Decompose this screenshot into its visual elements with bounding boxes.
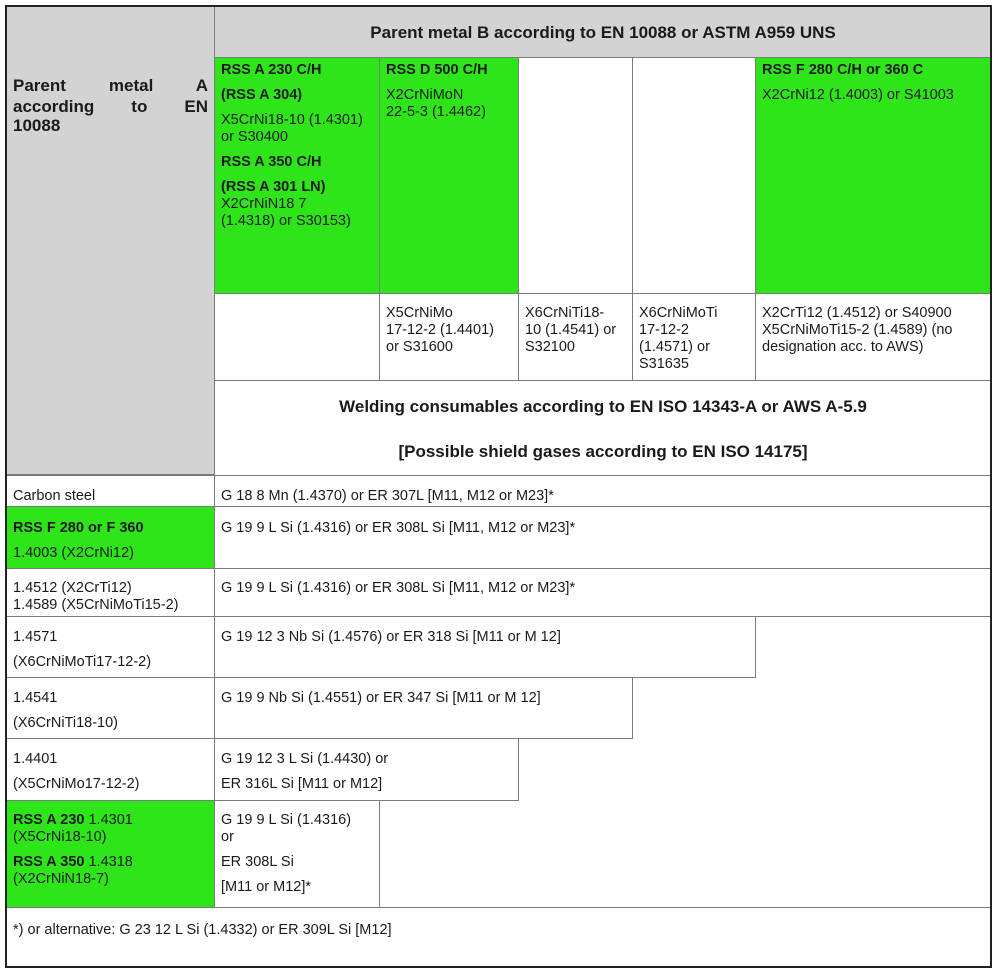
sub3-line3: S32100 [525,339,575,355]
sub5-line3: designation acc. to AWS) [762,339,924,355]
row5-parent-a-line1: 1.4541 [13,690,58,706]
row-14541-b [214,677,633,739]
footnote-text: *) or alternative: G 23 12 L Si (1.4332) or ER 309L Si [M12] [13,922,392,938]
row7-steel2-name: (X2CrNiN18-7) [13,871,109,887]
row-carbon-steel-a [6,475,215,507]
row-rss-a230-a [6,800,215,908]
sub4-line3: (1.4571) or [639,339,710,355]
row-14541-a [6,677,215,739]
row6-consumable-line1: G 19 12 3 L Si (1.4430) or [221,751,389,767]
sub2-line1: X5CrNiMo [386,305,453,321]
consumables-title: Welding consumables according to EN ISO 14343-A or AWS A-5.9 [339,397,867,416]
row7-consumable-line4: [M11 or M12]* [221,879,311,895]
parent-a-line1: Parent metal A [13,76,208,95]
col5-grade: RSS F 280 C/H or 360 C [762,62,924,78]
col5-header [755,57,992,294]
consumables-header [214,380,992,476]
row7-steel2: 1.4318 [84,854,133,870]
sub4-cell [632,293,756,381]
sub3-line2: 10 (1.4541) or [525,322,617,338]
col3-header [518,57,633,294]
row4-consumable: G 19 12 3 Nb Si (1.4576) or ER 318 Si [M11 or M 12] [221,629,561,645]
row-14571-a [6,616,215,678]
sub2-line3: or S31600 [386,339,453,355]
row2-parent-a-grade: RSS F 280 or F 360 [13,520,144,536]
row6-consumable-line2: ER 316L Si [M11 or M12] [221,776,383,792]
sub2-cell [379,293,519,381]
col1-header [214,57,380,294]
row3-parent-a-line1: 1.4512 (X2CrTi12) [13,580,132,596]
row-rss-f280-b [214,506,992,569]
footnote-row [6,907,992,968]
row6-parent-a-line2: (X5CrNiMo17-12-2) [13,776,140,792]
row6-parent-a-line1: 1.4401 [13,751,58,767]
row1-parent-a: Carbon steel [13,488,96,504]
sub5-cell [755,293,992,381]
sub4-line4: S31635 [639,356,689,372]
col2-header [379,57,519,294]
gases-title: [Possible shield gases according to EN ISO 14175] [398,442,808,461]
row3-parent-a-line2: 1.4589 (X5CrNiMoTi15-2) [13,597,179,613]
col2-grade: RSS D 500 C/H [386,62,488,78]
col1-steel2: X2CrNiN18 7 [221,196,307,212]
sub1-cell [214,293,380,381]
parent-metal-b-title: Parent metal B according to EN 10088 or ASTM A959 UNS [214,6,992,58]
row7-steel1: 1.4301 [84,812,133,828]
row-14512-b [214,568,992,617]
row5-consumable: G 19 9 Nb Si (1.4551) or ER 347 Si [M11 or M 12] [221,690,541,706]
sub3-line1: X6CrNiTi18- [525,305,605,321]
row2-consumable: G 19 9 L Si (1.4316) or ER 308L Si [M11, M12 or M23]* [221,520,576,536]
row-14401-b [214,738,519,801]
col1-uns2: (1.4318) or S30153) [221,213,351,229]
col1-steel1: X5CrNi18-10 (1.4301) [221,112,363,128]
row2-parent-a-steel: 1.4003 (X2CrNi12) [13,545,134,561]
row1-consumable: G 18 8 Mn (1.4370) or ER 307L [M11, M12 or M23]* [221,488,554,504]
sub2-line2: 17-12-2 (1.4401) [386,322,495,338]
row-rss-f280-a [6,506,215,569]
parent-metal-a-header [6,6,215,475]
row7-grade1: RSS A 230 [13,812,85,828]
row7-consumable-line2: or [221,829,234,845]
col1-grade2-alt: (RSS A 301 LN) [221,179,326,195]
sub5-line1: X2CrTi12 (1.4512) or S40900 [762,305,952,321]
col4-header [632,57,756,294]
row7-consumable-line1: G 19 9 L Si (1.4316) [221,812,352,828]
row7-steel1-name: (X5CrNi18-10) [13,829,107,845]
col1-uns1: or S30400 [221,129,288,145]
row3-consumable: G 19 9 L Si (1.4316) or ER 308L Si [M11, M12 or M23]* [221,580,576,596]
row-14512-a [6,568,215,617]
row-carbon-steel-b [214,475,992,507]
row4-parent-a-line2: (X6CrNiMoTi17-12-2) [13,654,152,670]
row7-consumable-line3: ER 308L Si [221,854,294,870]
row-rss-a230-b [214,800,380,908]
col1-grade2: RSS A 350 C/H [221,154,322,170]
sub5-line2: X5CrNiMoTi15-2 (1.4589) (no [762,322,953,338]
sub4-line2: 17-12-2 [639,322,689,338]
col2-steel-line2: 22-5-3 (1.4462) [386,104,486,120]
col1-grade1: RSS A 230 C/H [221,62,322,78]
row-14571-b [214,616,756,678]
parent-a-line3: 10088 [13,116,61,135]
row5-parent-a-line2: (X6CrNiTi18-10) [13,715,119,731]
sub3-cell [518,293,633,381]
parent-a-line2: according to EN [13,97,208,116]
row7-grade2: RSS A 350 [13,854,85,870]
col1-grade1-alt: (RSS A 304) [221,87,303,103]
col5-steel: X2CrNi12 (1.4003) or S41003 [762,87,954,103]
row-14401-a [6,738,215,801]
col2-steel-line1: X2CrNiMoN [386,87,464,103]
row4-parent-a-line1: 1.4571 [13,629,58,645]
sub4-line1: X6CrNiMoTi [639,305,718,321]
